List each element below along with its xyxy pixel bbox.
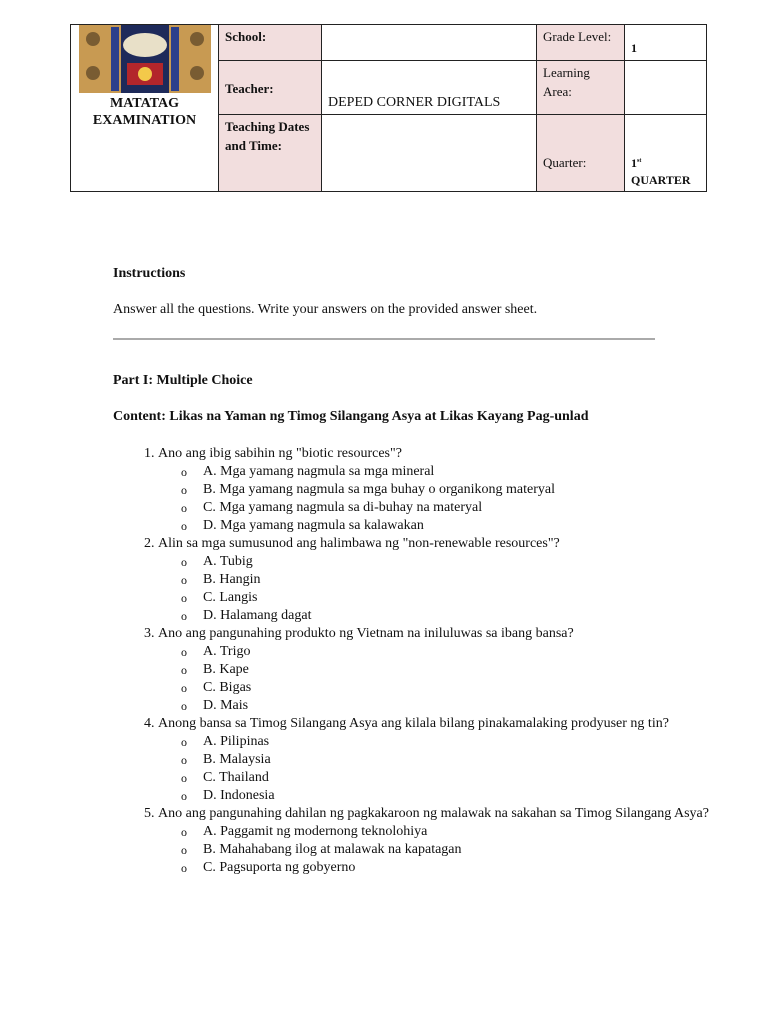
question-item — [158, 715, 718, 805]
answer-option[interactable]: o C. Bigas — [181, 680, 252, 695]
answer-option[interactable]: o D. Mga yamang nagmula sa kalawakan — [181, 518, 424, 533]
grade-level-value[interactable]: 1 — [625, 25, 707, 61]
question-text: Ano ang pangunahing produkto ng Vietnam na iniluluwas sa ibang bansa? — [158, 626, 574, 641]
instructions-heading: Instructions — [113, 266, 186, 281]
grade-level-label: Grade Level: — [537, 25, 625, 61]
answer-option[interactable]: o B. Mga yamang nagmula sa mga buhay o organikong materyal — [181, 482, 555, 497]
exam-title: MATATAG EXAMINATION — [92, 96, 197, 128]
question-text: Alin sa mga sumusunod ang halimbawa ng "non-renewable resources"? — [158, 536, 560, 551]
question-text: Ano ang ibig sabihin ng "biotic resources"? — [158, 446, 402, 461]
answer-option[interactable]: o A. Mga yamang nagmula sa mga mineral — [181, 464, 435, 479]
question-text: Ano ang pangunahing dahilan ng pagkakaroon ng malawak na sakahan sa Timog Silangang Asya? — [158, 806, 709, 821]
answer-option[interactable]: o C. Thailand — [181, 770, 269, 785]
answer-option[interactable]: o C. Mga yamang nagmula sa di-buhay na materyal — [181, 500, 483, 515]
logo-cell — [71, 25, 219, 192]
content-title: Content: Likas na Yaman ng Timog Silangang Asya at Likas Kayang Pag-unlad — [113, 409, 589, 424]
divider — [113, 338, 655, 340]
part-title: Part I: Multiple Choice — [113, 373, 253, 388]
answer-option[interactable]: o B. Kape — [181, 662, 249, 677]
school-label: School: — [219, 25, 322, 61]
quarter-label: Quarter: — [537, 115, 625, 192]
teacher-field[interactable]: DEPED CORNER DIGITALS — [322, 61, 537, 115]
question-item — [158, 805, 718, 877]
question-item — [158, 535, 718, 625]
answer-option[interactable]: o C. Pagsuporta ng gobyerno — [181, 860, 356, 875]
question-list — [113, 445, 718, 877]
teacher-label: Teacher: — [219, 61, 322, 115]
deped-corner-logo — [79, 25, 211, 93]
question-item — [158, 625, 718, 715]
question-item — [158, 445, 718, 535]
answer-option[interactable]: o B. Mahahabang ilog at malawak na kapatagan — [181, 842, 462, 857]
answer-option[interactable]: o C. Langis — [181, 590, 258, 605]
answer-option[interactable]: o A. Pilipinas — [181, 734, 270, 749]
quarter-word: QUARTER — [631, 173, 691, 187]
instructions-text: Answer all the questions. Write your answers on the provided answer sheet. — [113, 302, 538, 317]
answer-option[interactable]: o B. Malaysia — [181, 752, 271, 767]
answer-option[interactable]: o A. Trigo — [181, 644, 251, 659]
answer-option[interactable]: o A. Paggamit ng modernong teknolohiya — [181, 824, 428, 839]
answer-option[interactable]: o B. Hangin — [181, 572, 261, 587]
header-table — [70, 24, 707, 192]
answer-option[interactable]: o D. Indonesia — [181, 788, 275, 803]
quarter-value[interactable] — [625, 115, 707, 192]
answer-option[interactable]: o A. Tubig — [181, 554, 253, 569]
quarter-number: 1 — [631, 156, 637, 170]
learning-area-label: Learning Area: — [537, 61, 625, 115]
teaching-dates-field[interactable] — [322, 115, 537, 192]
learning-area-field[interactable] — [625, 61, 707, 115]
question-text: Anong bansa sa Timog Silangang Asya ang kilala bilang pinakamalaking prodyuser ng tin? — [158, 716, 669, 731]
answer-option[interactable]: o D. Mais — [181, 698, 249, 713]
teaching-dates-label: Teaching Dates and Time: — [219, 115, 322, 192]
answer-option[interactable]: o D. Halamang dagat — [181, 608, 312, 623]
school-field[interactable] — [322, 25, 537, 61]
quarter-suffix: st — [637, 158, 642, 164]
